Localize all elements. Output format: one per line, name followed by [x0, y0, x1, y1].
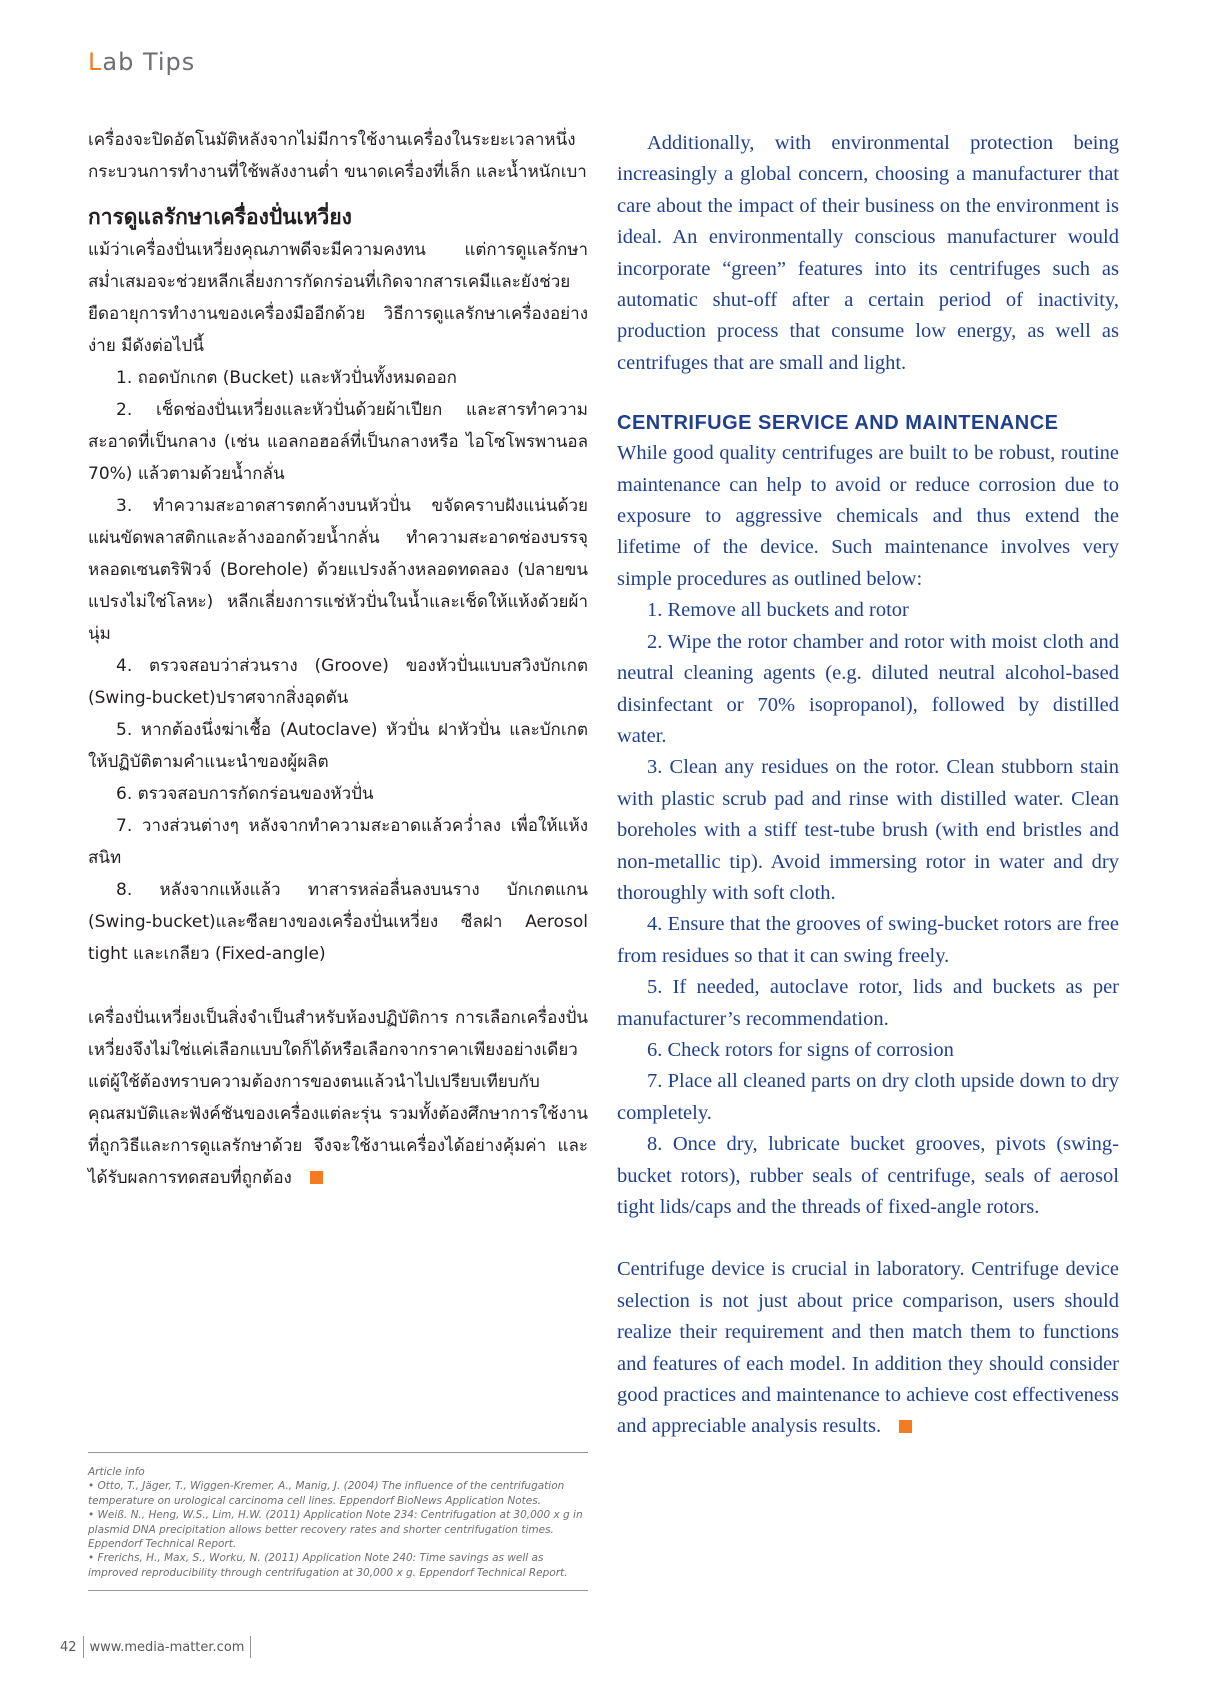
thai-list-item: 8. หลังจากแห้งแล้ว ทาสารหล่อลื่นลงบนราง บักเกตแกน (Swing-bucket)และซีลยางของเครื่องปั่นเหวี่ยง ซีลฝา Aerosol tight และเกลียว (Fixed-angle): [88, 880, 588, 964]
thai-closing-text: เครื่องปั่นเหวี่ยงเป็นสิ่งจำเป็นสำหรับห้องปฏิบัติการ การเลือกเครื่องปั่นเหวี่ยงจึงไม่ใช่แค่เลือกแบบใดก็ได้หรือเลือกจากราคาเพียงอย่างเดียว แต่ผู้ใช้ต้องทราบความต้องการของตนแล้วนำไปเปรียบเทียบกับคุณสมบัติและฟังค์ชันของเครื่องแต่ละรุ่น รวมทั้งต้องศึกษาการใช้งานที่ถูกวิธีและการดูแลรักษาด้วย จึงจะใช้งานเครื่องได้อย่างคุ้มค่า และได้รับผลการทดสอบที่ถูกต้อง: [88, 1008, 588, 1188]
thai-list-item: 6. ตรวจสอบการกัดกร่อนของหัวปั่น: [116, 784, 374, 804]
section-header-text: ab Tips: [102, 48, 196, 76]
thai-intro: เครื่องจะปิดอัตโนมัติหลังจากไม่มีการใช้งานเครื่องในระยะเวลาหนึ่ง กระบวนการทำงานที่ใช้พลังงานต่ำ ขนาดเครื่องที่เล็ก และน้ำหนักเบา: [88, 130, 587, 182]
end-mark-icon: [310, 1171, 323, 1184]
page-footer: [60, 1635, 257, 1659]
footer-divider: [250, 1636, 251, 1658]
thai-list-item: 7. วางส่วนต่างๆ หลังจากทำความสะอาดแล้วคว่ำลง เพื่อให้แห้งสนิท: [88, 816, 588, 868]
english-list-item: 6. Check rotors for signs of corrosion: [647, 1038, 954, 1061]
thai-list-item: 4. ตรวจสอบว่าส่วนราง (Groove) ของหัวปั่นแบบสวิงบักเกต (Swing-bucket)ปราศจากสิ่งอุดตัน: [88, 656, 588, 708]
english-closing: [617, 1254, 1119, 1442]
section-header-accent: L: [88, 48, 103, 76]
english-list-item: 7. Place all cleaned parts on dry cloth upside down to dry completely.: [617, 1070, 1119, 1124]
thai-column: [88, 124, 588, 1194]
thai-paragraph: แม้ว่าเครื่องปั่นเหวี่ยงคุณภาพดีจะมีความคงทน แต่การดูแลรักษาสม่ำเสมอจะช่วยหลีกเลี่ยงการกัดกร่อนที่เกิดจากสารเคมีและยังช่วยยืดอายุการทำงานของเครื่องมืออีกด้วย วิธีการดูแลรักษาเครื่องอย่างง่าย มีดังต่อไปนี้: [88, 240, 588, 356]
english-list-item: 5. If needed, autoclave rotor, lids and buckets as per manufacturer’s recommendation.: [617, 976, 1119, 1030]
english-list-item: 8. Once dry, lubricate bucket grooves, pivots (swing-bucket rotors), rubber seals of centrifuge, seals of aerosol tight lids/caps and the threads of fixed-angle rotors.: [617, 1133, 1119, 1218]
article-info: [88, 1452, 588, 1591]
thai-list-item: 3. ทำความสะอาดสารตกค้างบนหัวปั่น ขจัดคราบฝังแน่นด้วยแผ่นขัดพลาสติกและล้างออกด้วยน้ำกลั่น ทำความสะอาดช่องบรรจุหลอดเซนตริฟิวจ์ (Borehole) ด้วยแปรงล้างหลอดทดลอง (ปลายขนแปรงไม่ใช่โลหะ) หลีกเลี่ยงการแช่หัวปั่นในน้ำและเช็ดให้แห้งด้วยผ้านุ่ม: [88, 496, 588, 644]
english-list-item: 3. Clean any residues on the rotor. Clean stubborn stain with plastic scrub pad and rinse with distilled water. Clean boreholes with a stiff test-tube brush (with end bristles and non-metallic tip). Avoid immersing rotor in water and dry thoroughly with soft cloth.: [617, 756, 1119, 904]
reference-item: • Frerichs, H., Max, S., Worku, N. (2011) Application Note 240: Time savings as well as improved reproducibility through centrifugation at 30,000 x g. Eppendorf Technical Report.: [88, 1552, 568, 1579]
section-header: [88, 48, 195, 76]
article-info-title: Article info: [88, 1466, 145, 1478]
thai-closing: [88, 1002, 588, 1194]
english-closing-text: Centrifuge device is crucial in laboratory. Centrifuge device selection is not just about price comparison, users should realize their requirement and then match them to functions and features of each model. In addition they should consider good practices and maintenance to achieve cost effectiveness and appreciable analysis results.: [617, 1258, 1119, 1438]
english-intro: Additionally, with environmental protection being increasingly a global concern, choosing a manufacturer that care about the impact of their business on the environment is ideal. An environmentally conscious manufacturer would incorporate “green” features into its centrifuges such as automatic shut-off after a certain period of inactivity, production process that consume low energy, as well as centrifuges that are small and light.: [617, 132, 1119, 374]
english-paragraph: While good quality centrifuges are built to be robust, routine maintenance can help to avoid or reduce corrosion due to exposure to aggressive chemicals and thus extend the lifetime of the device. Such maintenance involves very simple procedures as outlined below:: [617, 442, 1119, 590]
english-list-item: 2. Wipe the rotor chamber and rotor with moist cloth and neutral cleaning agents (e.g. diluted neutral alcohol-based disinfectant or 70% isopropanol), followed by distilled water.: [617, 630, 1119, 747]
english-list-item: 4. Ensure that the grooves of swing-bucket rotors are free from residues so that it can swing freely.: [617, 913, 1119, 967]
english-column: [617, 128, 1119, 1443]
thai-list-item: 2. เช็ดช่องปั่นเหวี่ยงและหัวปั่นด้วยผ้าเปียก และสารทำความสะอาดที่เป็นกลาง (เช่น แอลกอฮอล์ที่เป็นกลางหรือ ไอโซโพรพานอล 70%) แล้วตามด้วยน้ำกลั่น: [88, 400, 588, 484]
thai-list-item: 1. ถอดบักเกต (Bucket) และหัวปั่นทั้งหมดออก: [116, 368, 457, 388]
footer-url[interactable]: www.media-matter.com: [89, 1639, 245, 1655]
english-list-item: 1. Remove all buckets and rotor: [647, 599, 909, 622]
end-mark-icon: [899, 1420, 912, 1433]
thai-heading: การดูแลรักษาเครื่องปั่นเหวี่ยง: [88, 205, 352, 229]
page-number: 42: [60, 1639, 77, 1655]
english-heading: CENTRIFUGE SERVICE AND MAINTENANCE: [617, 412, 1059, 435]
reference-item: • Otto, T., Jäger, T., Wiggen-Kremer, A., Manig, J. (2004) The influence of the centrifugation temperature on urological carcinoma cell lines. Eppendorf BioNews Application Notes.: [88, 1480, 565, 1507]
footer-divider: [83, 1636, 84, 1658]
thai-list-item: 5. หากต้องนึ่งฆ่าเชื้อ (Autoclave) หัวปั่น ฝาหัวปั่น และบักเกตให้ปฏิบัติตามคำแนะนำของผู้ผลิต: [88, 720, 588, 772]
reference-item: • Weiß. N., Heng, W.S., Lim, H.W. (2011) Application Note 234: Centrifugation at 30,000 x g in plasmid DNA precipitation allows better recovery rates and shorter centrifugation times. Eppendorf Technical Report.: [88, 1509, 583, 1551]
